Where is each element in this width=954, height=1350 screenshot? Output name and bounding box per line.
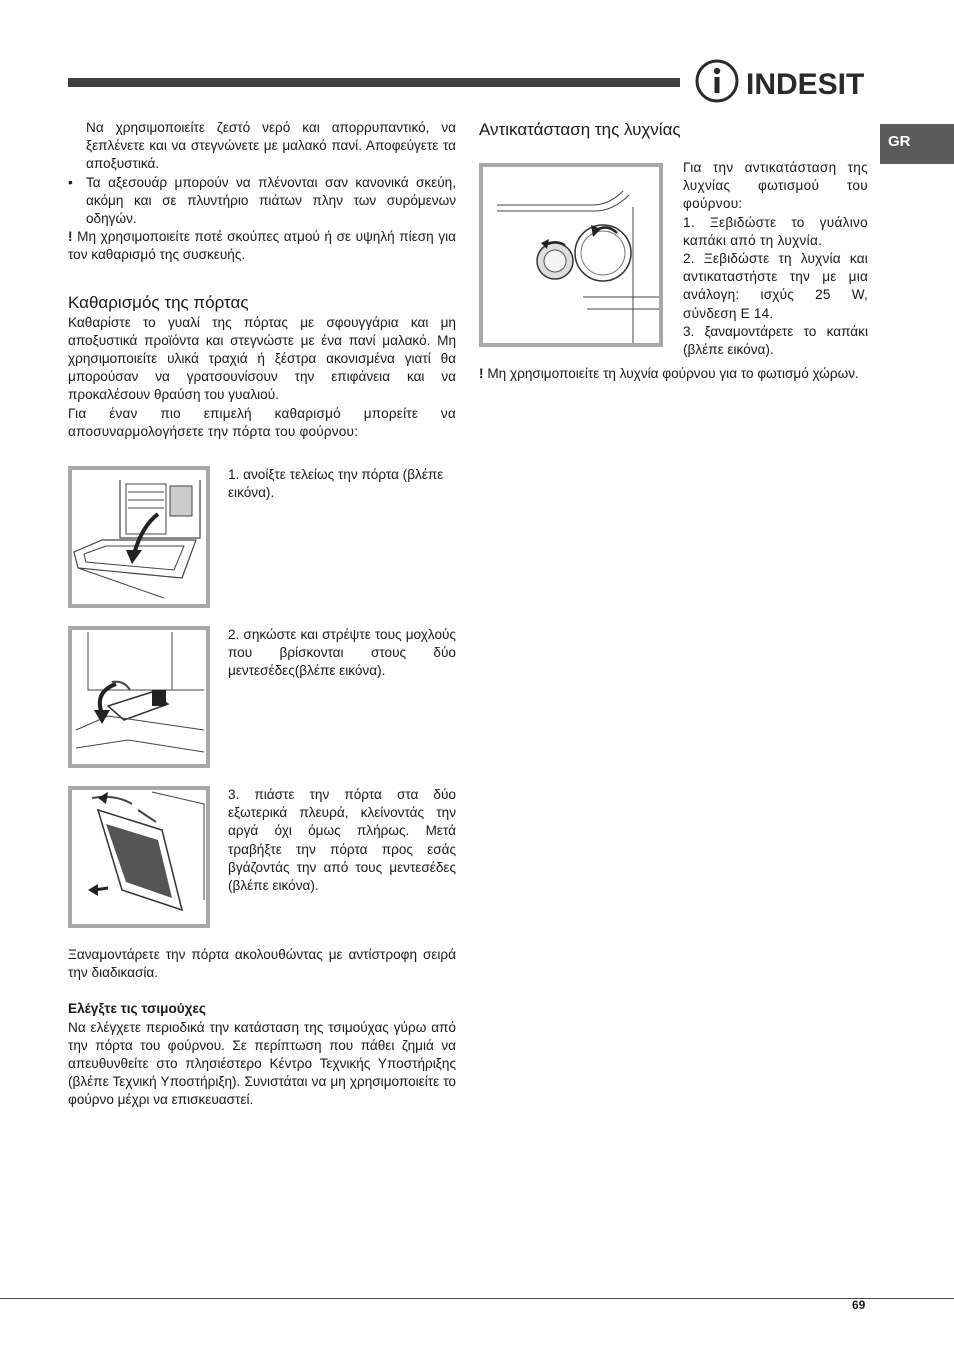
warning-icon: ! bbox=[479, 366, 484, 382]
step-3-row bbox=[68, 786, 456, 928]
header-bar bbox=[68, 78, 680, 87]
door-paragraph-1: Καθαρίστε το γυαλί της πόρτας με σφουγγάρια και μη αποξυστικά προϊόντα και στεγνώστε με ένα πανί μαλακό. Μη χρησιμοποιείτε υλικά τραχιά ή ξέστρα ακονισμένα γιατί θα μπορούσαν να γρατσουνίσουν την επιφάνεια και να προκαλέσουν θραύση του γυαλιού. bbox=[68, 314, 456, 403]
lamp-step-2: 2. Ξεβιδώστε τη λυχνία και αντικαταστήστε την με μια ανάλογη: ισχύς 25 W, σύνδεση E 14. bbox=[683, 251, 868, 321]
step-2-text: 2. σηκώστε και στρέψτε τους μοχλούς που βρίσκονται στους δύο μεντεσέδες(βλέπε εικόνα). bbox=[228, 627, 456, 679]
lamp-warning bbox=[479, 365, 868, 383]
step-3-text: 3. πιάστε την πόρτα στα δύο εξωτερικά πλευρά, κλείνοντάς την αργά όχι όμως πλήρως. Μετά τραβήξτε την πόρτα προς εσάς βγάζοντάς την από τους μεντεσέδες (βλέπε εικόνα). bbox=[228, 787, 456, 894]
indesit-logo bbox=[692, 56, 872, 106]
accessories-bullet bbox=[68, 174, 456, 229]
cleaning-paragraph: Να χρησιμοποιείτε ζεστό νερό και απορρυπαντικό, να ξεπλένετε και να στεγνώνετε με μαλακό πανί. Αποφεύγετε τα αποξυστικά. bbox=[86, 120, 456, 172]
lamp-warning-text: Μη χρησιμοποιείτε τη λυχνία φούρνου για το φωτισμό χώρων. bbox=[487, 366, 859, 382]
footer-line bbox=[0, 1298, 954, 1299]
hinge-lever-figure bbox=[68, 626, 210, 768]
remove-door-figure bbox=[68, 786, 210, 928]
open-door-figure bbox=[68, 466, 210, 608]
page-number: 69 bbox=[852, 1298, 866, 1312]
step-2-row bbox=[68, 626, 456, 768]
seals-text: Να ελέγχετε περιοδικά την κατάσταση της τσιμούχας γύρω από την πόρτα του φούρνου. Σε περίπτωση που πάθει ζημιά να απευθυνθείτε στο πλησιέστερο Κέντρο Τεχνικής Υποστήριξης (βλέπε Τεχνική Υποστήριξη). Συνιστάται να μη χρησιμοποιείτε το φούρνο μέχρι να επισκευαστεί. bbox=[68, 1019, 456, 1108]
door-cleaning-heading: Καθαρισμός της πόρτας bbox=[68, 292, 249, 312]
brand-text: INDESIT bbox=[746, 68, 865, 101]
lamp-step-1: 1. Ξεβιδώστε το γυάλινο καπάκι από τη λυχνία. bbox=[683, 214, 868, 248]
step-1-row bbox=[68, 466, 456, 608]
language-tab: GR bbox=[880, 124, 954, 164]
lamp-heading: Αντικατάσταση της λυχνίας bbox=[479, 120, 681, 139]
warning-icon: ! bbox=[68, 229, 73, 245]
bullet-mark: • bbox=[68, 174, 73, 190]
step-1-text: 1. ανοίξτε τελείως την πόρτα (βλέπε εικόνα). bbox=[228, 467, 444, 501]
reassemble-text: Ξαναμοντάρετε την πόρτα ακολουθώντας με αντίστροφη σειρά την διαδικασία. bbox=[68, 947, 456, 981]
lamp-step-3: 3. ξαναμοντάρετε το καπάκι (βλέπε εικόνα). bbox=[683, 323, 868, 358]
accessories-text: Τα αξεσουάρ μπορούν να πλένονται σαν κανονικά σκεύη, ακόμη και σε πλυντήριο πιάτων πλην των συρόμενων οδηγών. bbox=[86, 174, 456, 227]
steam-warning-text: Μη χρησιμοποιείτε ποτέ σκούπες ατμού ή σε υψηλή πίεση για τον καθαρισμό της συσκευής. bbox=[68, 229, 456, 263]
lamp-intro: Για την αντικατάσταση της λυχνίας φωτισμού του φούρνου: bbox=[683, 160, 868, 212]
right-column bbox=[479, 119, 868, 383]
seals-heading: Ελέγξτε τις τσιμούχες bbox=[68, 1001, 207, 1017]
left-column bbox=[68, 119, 456, 1110]
steam-warning bbox=[68, 228, 456, 264]
door-paragraph-2: Για έναν πιο επιμελή καθαρισμό μπορείτε να αποσυναρμολογήσετε την πόρτα του φούρνου: bbox=[68, 405, 456, 439]
lamp-figure bbox=[479, 163, 663, 347]
